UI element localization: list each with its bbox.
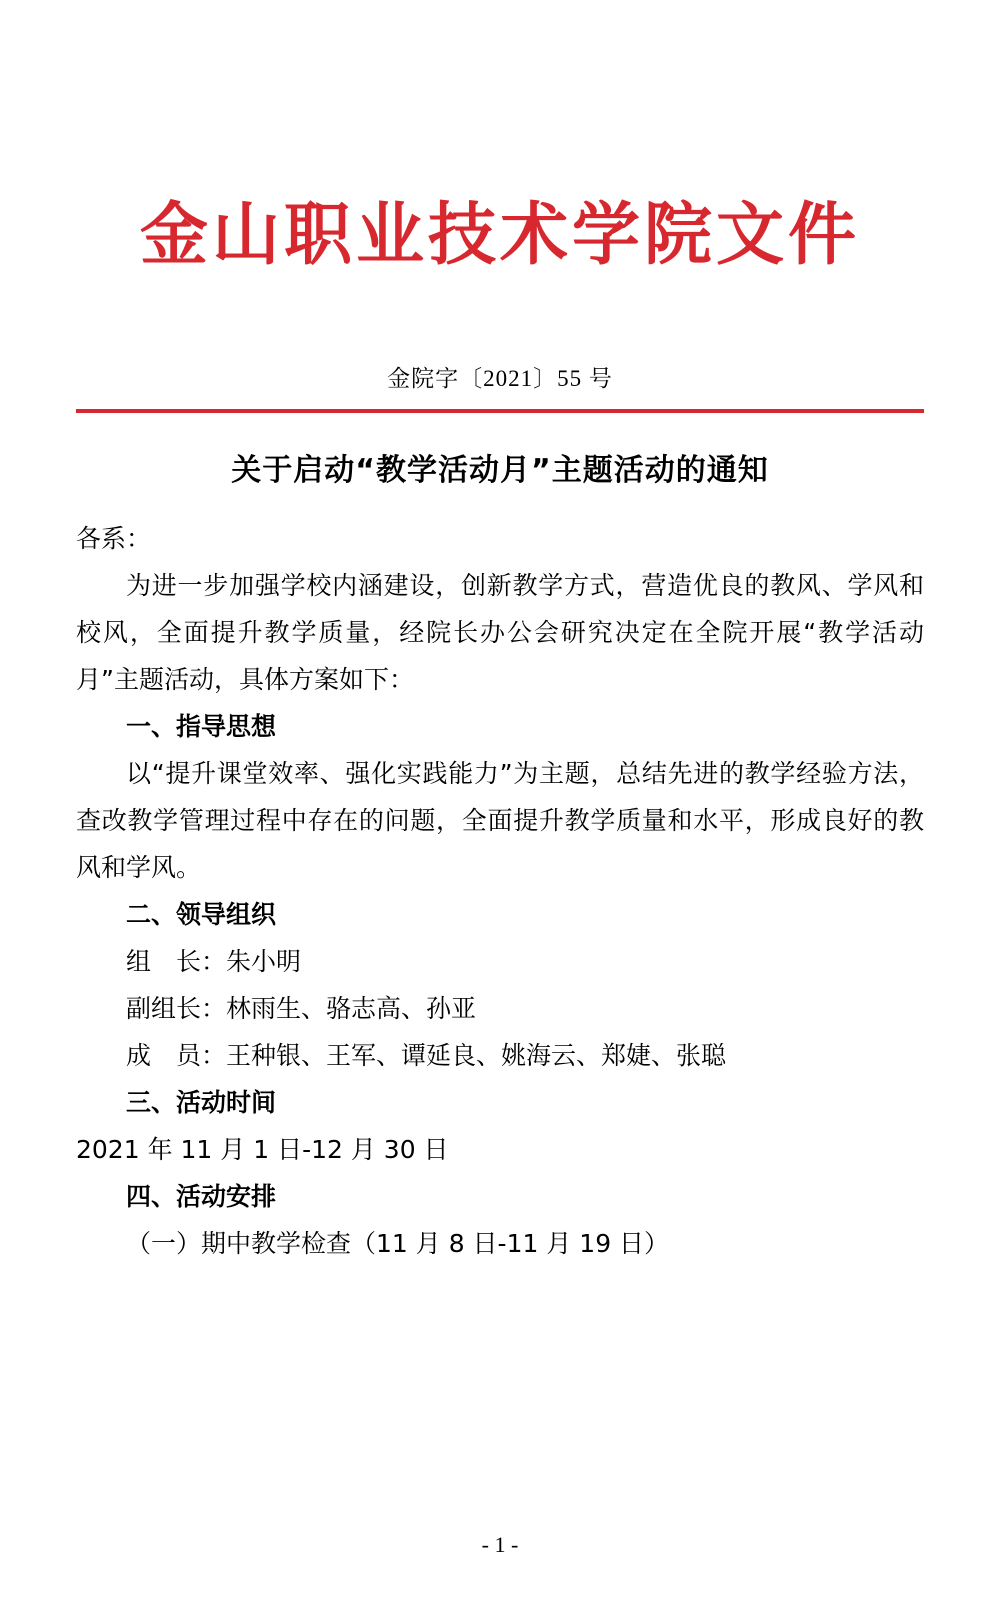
document-page <box>0 196 1000 1610</box>
section-heading-2: 二、领导组织 <box>126 900 277 930</box>
activity-item-midterm-check: （一）期中教学检查（11 月 8 日-11 月 19 日） <box>126 1229 670 1259</box>
red-divider-rule <box>76 409 924 413</box>
activity-date-range: 2021 年 11 月 1 日-12 月 30 日 <box>76 1135 449 1165</box>
salutation: 各系： <box>76 524 152 554</box>
section-heading-1: 一、指导思想 <box>126 712 277 742</box>
intro-paragraph: 为进一步加强学校内涵建设，创新教学方式，营造优良的教风、学风和校风，全面提升教学质量，经院长办公会研究决定在全院开展“教学活动月”主题活动，具体方案如下： <box>76 571 924 695</box>
section-paragraph-1: 以“提升课堂效率、强化实践能力”为主题，总结先进的教学经验方法，查改教学管理过程中存在的问题，全面提升教学质量和水平，形成良好的教风和学风。 <box>76 759 924 883</box>
section-heading-4: 四、活动安排 <box>126 1182 277 1212</box>
document-title: 金山职业技术学院文件 <box>139 195 860 275</box>
page-number: - 1 - <box>481 1532 519 1557</box>
leader-line-deputy-leader: 副组长：林雨生、骆志高、孙亚 <box>126 994 477 1024</box>
document-number: 金院字〔2021〕55 号 <box>387 366 613 392</box>
document-body <box>76 515 924 1267</box>
leader-line-group-leader: 组 长：朱小明 <box>126 947 302 977</box>
leader-line-members: 成 员：王种银、王军、谭延良、姚海云、郑婕、张聪 <box>126 1041 727 1071</box>
notice-subject-title: 关于启动“教学活动月”主题活动的通知 <box>231 453 769 489</box>
section-heading-3: 三、活动时间 <box>126 1088 277 1118</box>
